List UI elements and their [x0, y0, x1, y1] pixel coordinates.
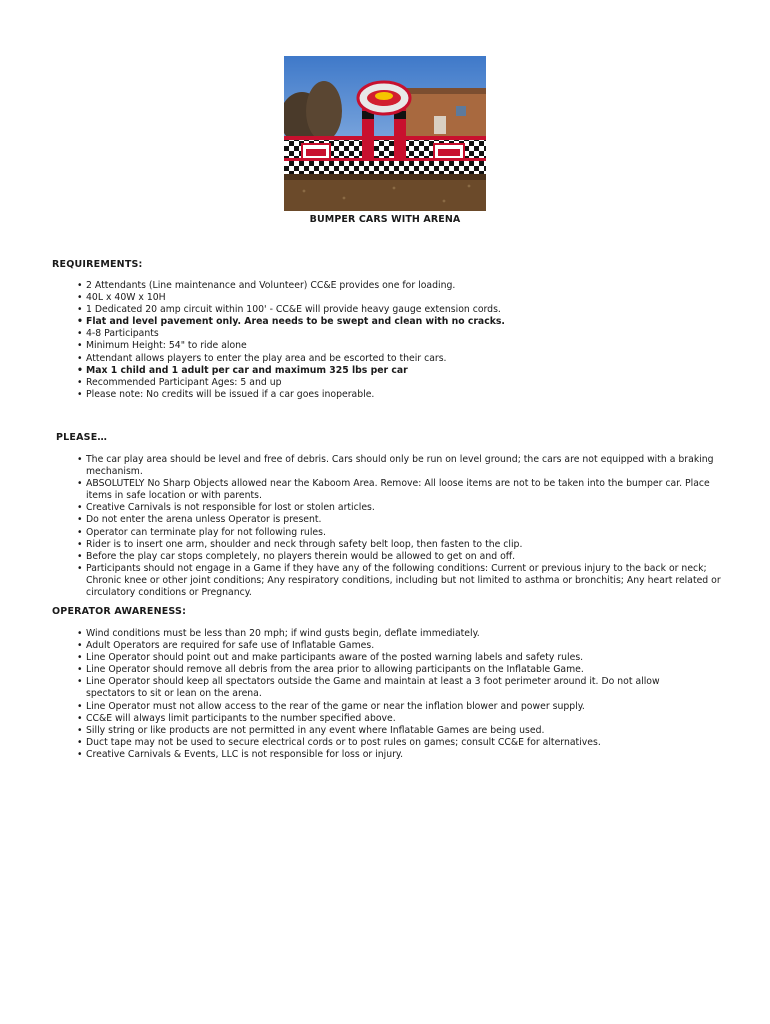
bumper-cars-photo [284, 56, 486, 211]
photo-caption: BUMPER CARS WITH ARENA [309, 214, 461, 225]
list-item: • Attendant allows players to enter the play area and be escorted to their cars. [77, 353, 727, 365]
list-item: • ABSOLUTELY No Sharp Objects allowed near the Kaboom Area. Remove: All loose items are not to be taken into the bumper car. Place items in safe location or with parents. [77, 478, 727, 502]
requirements-list [77, 280, 727, 401]
list-item: • Before the play car stops completely, no players therein would be allowed to get on and off. [77, 551, 727, 563]
list-item: • Creative Carnivals is not responsible for lost or stolen articles. [77, 502, 727, 514]
list-item: • Flat and level pavement only. Area needs to be swept and clean with no cracks. [77, 316, 727, 328]
bumper-cars-illustration [284, 56, 486, 211]
list-item: • Participants should not engage in a Game if they have any of the following conditions: Current or previous injury to the back or neck; Chronic knee or other joint conditions; Any respiratory conditions, including but not limited to asthma or bronchitis; Any heart related or circulatory conditions or Pregnancy. [77, 563, 727, 599]
list-item: • Line Operator should remove all debris from the area prior to allowing participants on the Inflatable Game. [77, 664, 672, 676]
list-item: • Please note: No credits will be issued if a car goes inoperable. [77, 389, 727, 401]
list-item: • Duct tape may not be used to secure electrical cords or to post rules on games; consult CC&E for alternatives. [77, 737, 672, 749]
list-item: • Line Operator should point out and make participants aware of the posted warning labels and safety rules. [77, 652, 672, 664]
list-item: • 1 Dedicated 20 amp circuit within 100' - CC&E will provide heavy gauge extension cords. [77, 304, 727, 316]
list-item: • Line Operator should keep all spectators outside the Game and maintain at least a 3 foot perimeter around it. Do not allow spectators to sit or lean on the arena. [77, 676, 672, 700]
list-item: • 40L x 40W x 10H [77, 292, 727, 304]
list-item: • Operator can terminate play for not following rules. [77, 527, 727, 539]
list-item: • Creative Carnivals & Events, LLC is not responsible for loss or injury. [77, 749, 672, 761]
list-item: • 2 Attendants (Line maintenance and Volunteer) CC&E provides one for loading. [77, 280, 727, 292]
list-item: • Rider is to insert one arm, shoulder and neck through safety belt loop, then fasten to the clip. [77, 539, 727, 551]
operator-awareness-list [77, 628, 672, 761]
requirements-heading: REQUIREMENTS: [52, 259, 143, 270]
list-item: • Line Operator must not allow access to the rear of the game or near the inflation blower and power supply. [77, 701, 672, 713]
list-item: • Max 1 child and 1 adult per car and maximum 325 lbs per car [77, 365, 727, 377]
list-item: • The car play area should be level and free of debris. Cars should only be run on level ground; the cars are not equipped with a braking mechanism. [77, 454, 727, 478]
operator-awareness-heading: OPERATOR AWARENESS: [52, 606, 187, 617]
list-item: • Minimum Height: 54" to ride alone [77, 340, 727, 352]
please-list [77, 454, 727, 599]
list-item: • CC&E will always limit participants to the number specified above. [77, 713, 672, 725]
please-heading: PLEASE… [56, 432, 108, 443]
list-item: • Silly string or like products are not permitted in any event where Inflatable Games are being used. [77, 725, 672, 737]
list-item: • Adult Operators are required for safe use of Inflatable Games. [77, 640, 672, 652]
list-item: • Recommended Participant Ages: 5 and up [77, 377, 727, 389]
list-item: • Do not enter the arena unless Operator is present. [77, 514, 727, 526]
list-item: • Wind conditions must be less than 20 mph; if wind gusts begin, deflate immediately. [77, 628, 672, 640]
list-item: • 4-8 Participants [77, 328, 727, 340]
